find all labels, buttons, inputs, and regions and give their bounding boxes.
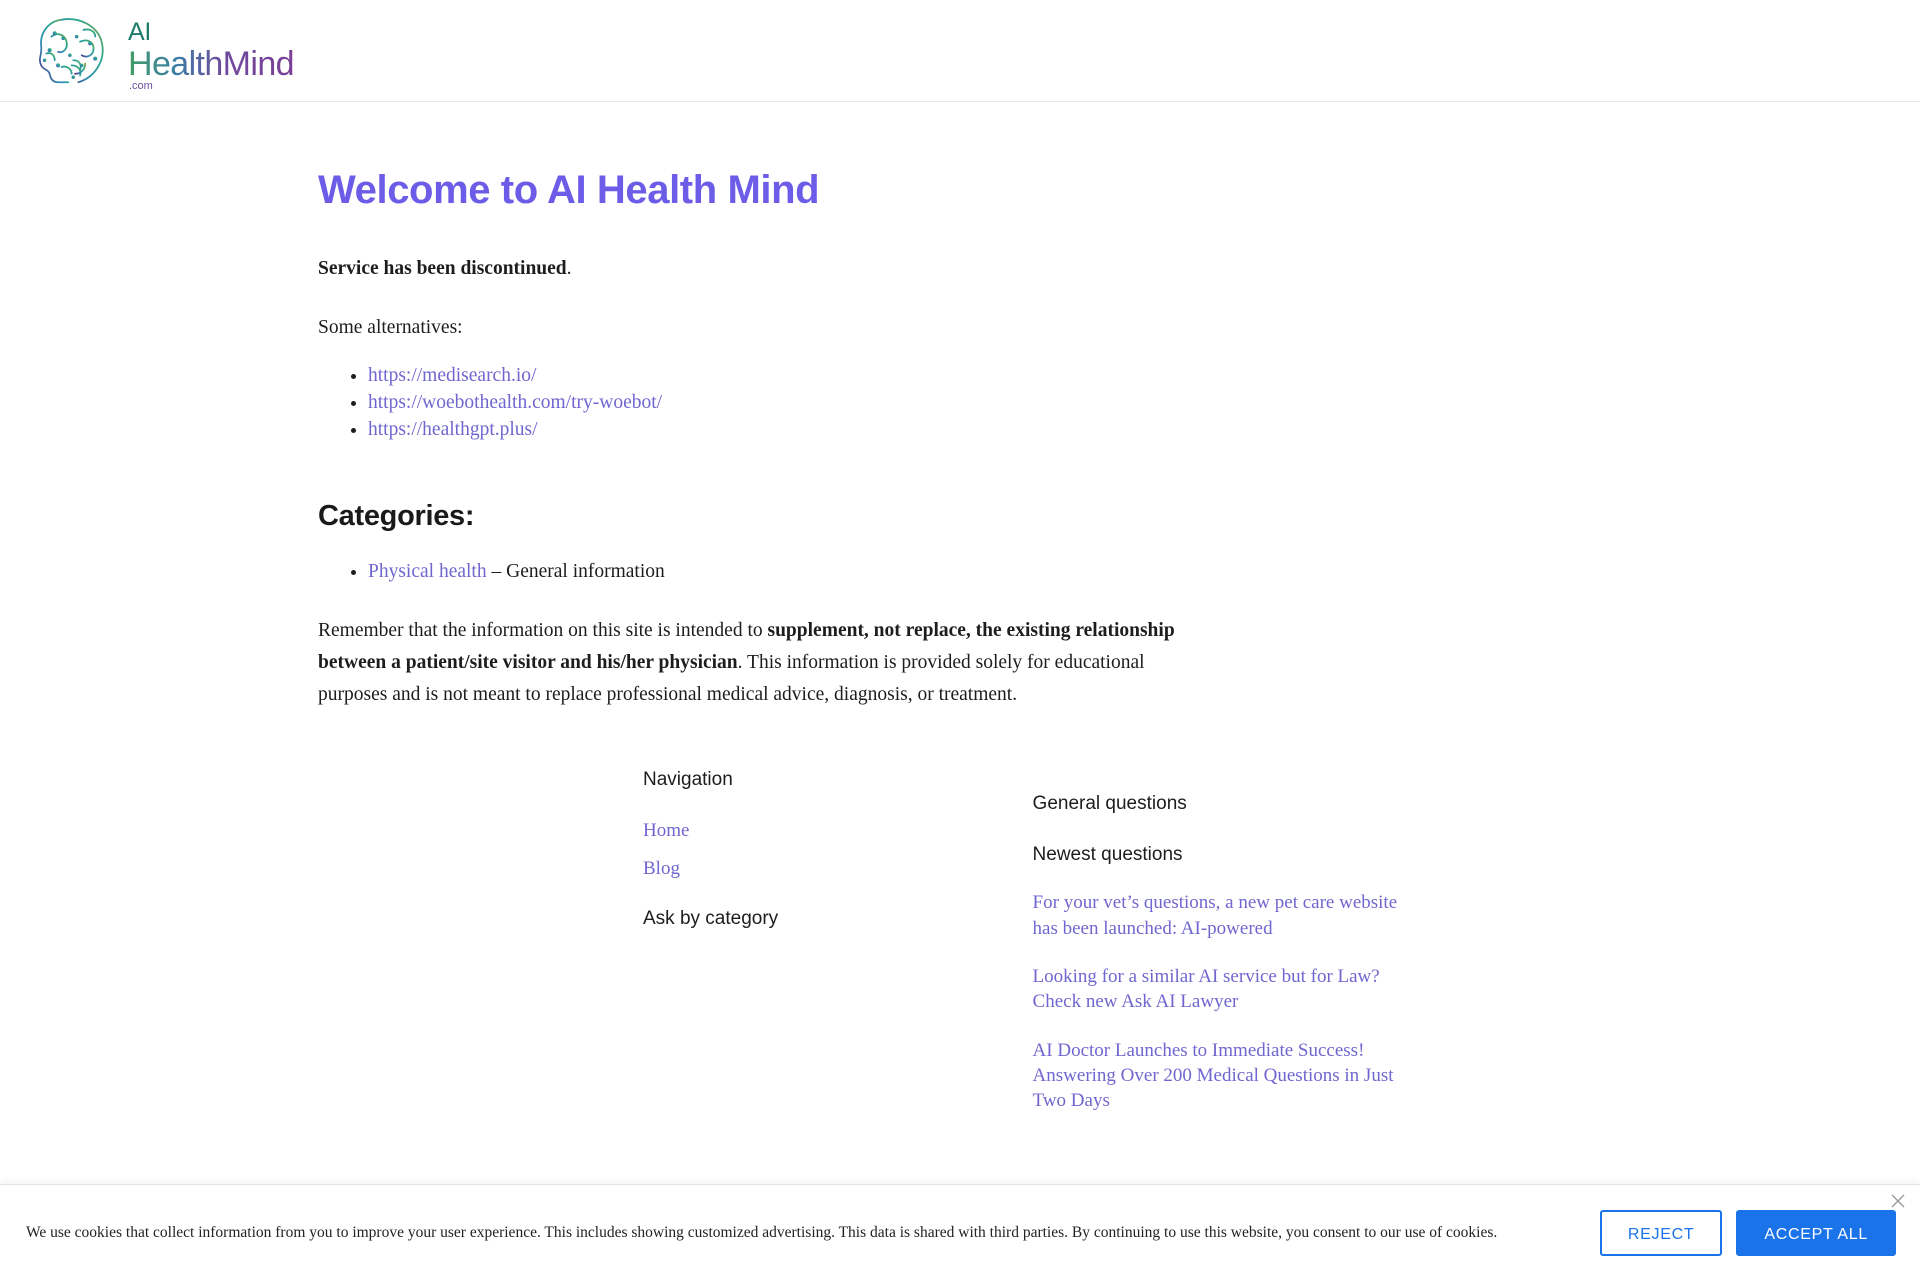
cookie-consent-text: We use cookies that collect information from you to improve your user experience. This includes showing customized advertising. This data is shared with third parties. By continuing to use this website, you consent to our use of cookies. [26,1223,1498,1241]
ask-by-category-heading: Ask by category [643,908,779,930]
footer-link-home[interactable]: Home [643,819,690,841]
categories-heading: Categories: [318,500,475,533]
disclaimer-part-1: Remember that the information on this site is intended to [318,620,768,642]
alternatives-label: Some alternatives: [318,316,463,338]
footer-column-navigation [643,768,1033,1136]
list-item [368,418,1418,443]
disclaimer-bold: supplement, not replace, the existing relationship between a patient/site visitor and his/her physician [318,620,1175,673]
newest-questions-heading: Newest questions [1032,843,1183,865]
alternative-link-medisearch[interactable]: https://medisearch.io/ [368,365,537,387]
news-item-vet-questions[interactable]: For your vet’s questions, a new pet care website has been launched: AI-powered [1032,892,1398,939]
brain-circuit-logo-icon [32,13,118,89]
navigation-links [643,819,1033,882]
service-status-text [318,253,1418,285]
list-item [368,391,1418,416]
logo-dotcom: .com [129,80,153,92]
category-link-physical-health[interactable]: Physical health [368,561,487,583]
site-footer [643,768,1418,1136]
logo-line-healthmind: HealthMind [128,45,294,83]
categories-list [318,559,1418,584]
service-status-period: . [566,258,572,279]
disclaimer-part-2: . This information is provided solely for educational purposes and is not meant to replace professional medical advice, diagnosis, or treatment. [318,651,1145,705]
cookie-consent-actions [1600,1210,1896,1256]
medical-disclaimer [318,615,1198,710]
navigation-heading: Navigation [643,769,733,791]
logo-wordmark [128,18,294,92]
news-item-ai-lawyer[interactable]: Looking for a similar AI service but for Law? Check new Ask AI Lawyer [1032,966,1380,1013]
list-item [368,559,1418,584]
footer-column-questions [1033,768,1418,1136]
alternatives-list [318,364,1418,443]
logo-line-ai: AI [128,18,152,46]
service-status-bold: Service has been discontinued [318,258,567,279]
cookie-consent-banner [0,1184,1920,1280]
accept-all-cookies-button[interactable]: ACCEPT ALL [1736,1210,1896,1256]
category-description: – General information [486,561,665,583]
close-icon[interactable] [1890,1193,1906,1209]
site-logo[interactable] [32,13,294,92]
alternative-link-healthgpt[interactable]: https://healthgpt.plus/ [368,419,538,441]
news-item-ai-doctor[interactable]: AI Doctor Launches to Immediate Success! Answering Over 200 Medical Questions in Just Two Days [1032,1039,1394,1112]
list-item [368,364,1418,389]
page-title: Welcome to AI Health Mind [318,168,820,212]
footer-link-blog[interactable]: Blog [643,858,680,880]
general-questions-heading: General questions [1032,793,1187,815]
site-header [0,0,1920,102]
reject-cookies-button[interactable]: REJECT [1600,1210,1722,1256]
main-content [318,168,1418,1136]
alternative-link-woebot[interactable]: https://woebothealth.com/try-woebot/ [368,392,663,414]
newest-questions-list [1033,890,1418,1113]
